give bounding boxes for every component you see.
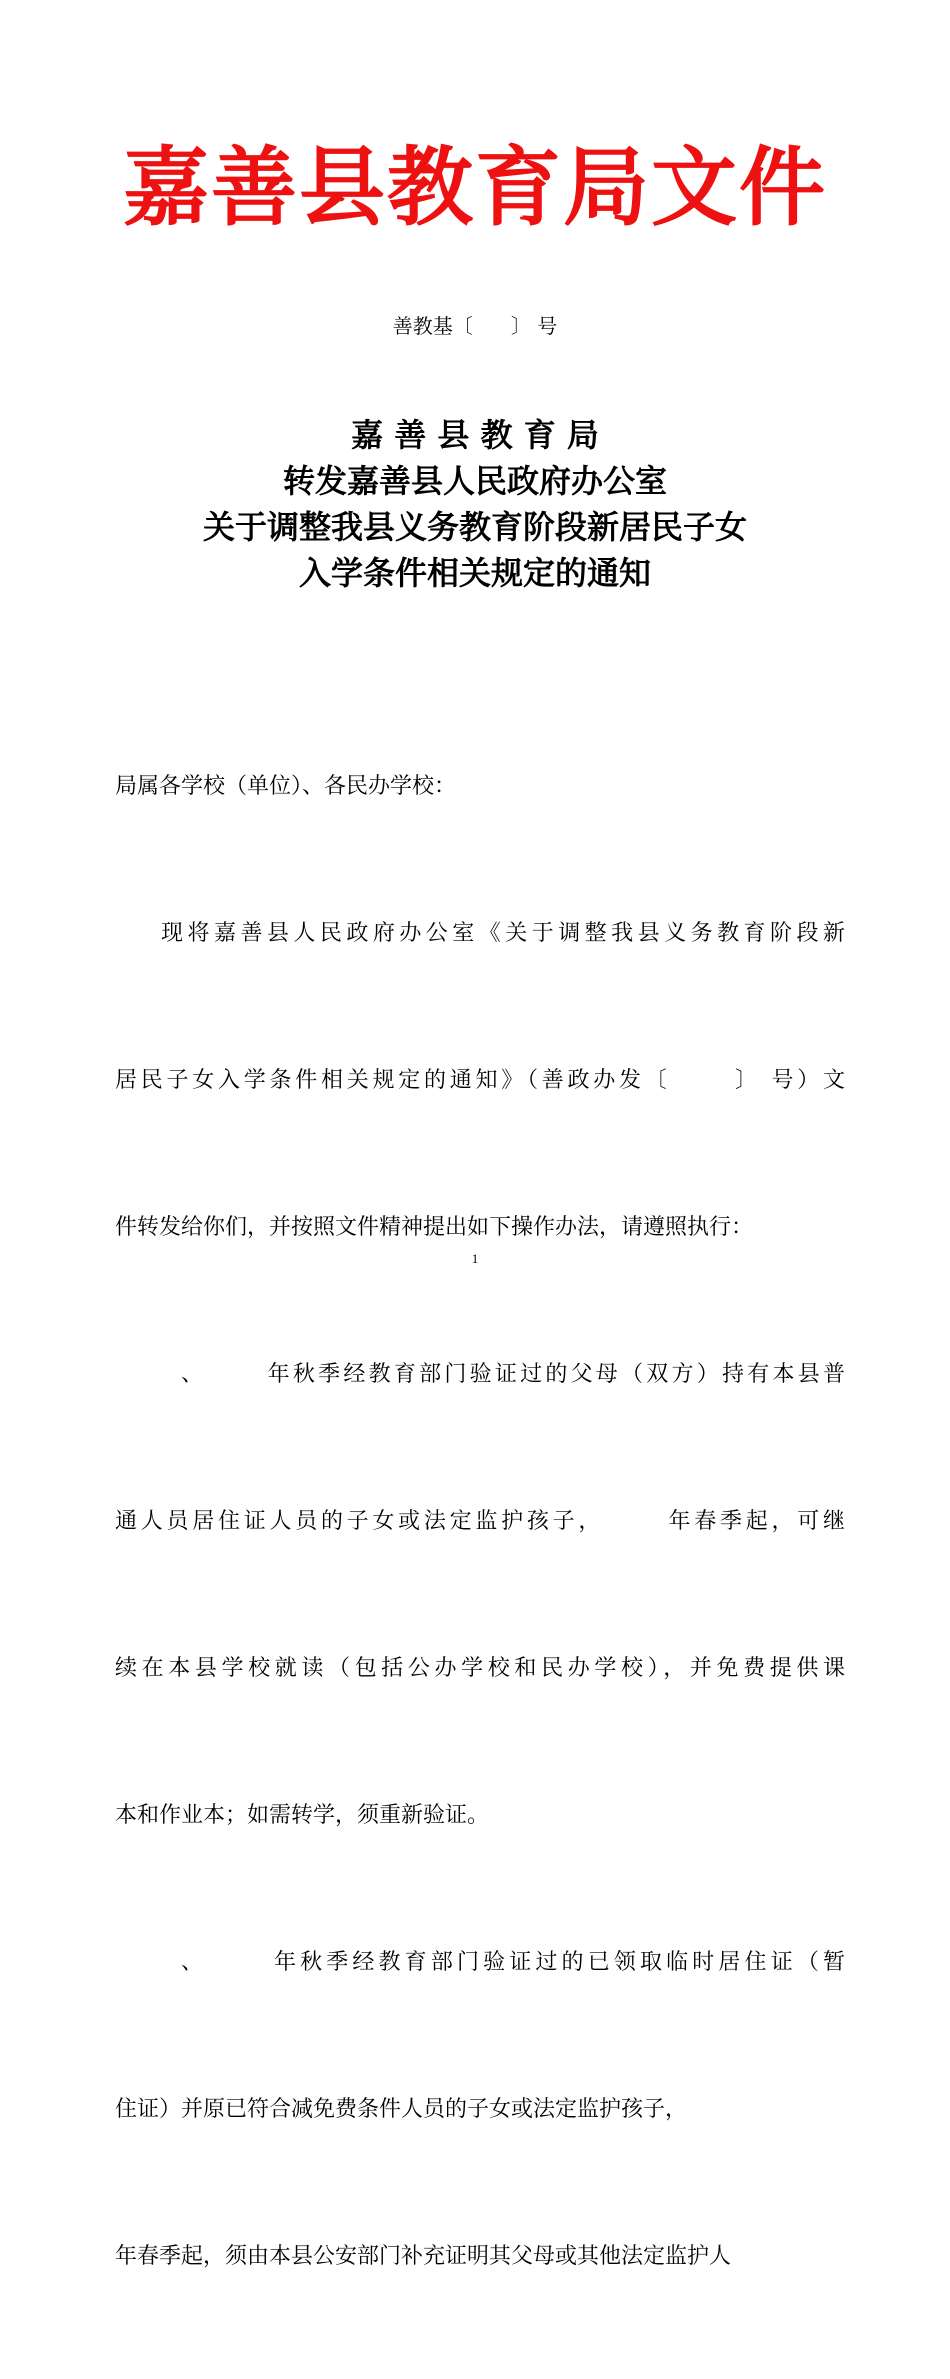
title-line-subject: 关于调整我县义务教育阶段新居民子女: [202, 508, 747, 546]
body-line: 年春季起，须由本县公安部门补充证明其父母或其他法定监护人: [115, 2244, 732, 2269]
document-body: [115, 664, 845, 2379]
body-line: 通人员居住证人员的子女或法定监护孩子， 年春季起，可继: [115, 1509, 845, 1534]
document-masthead: 嘉善县教育局文件: [123, 138, 827, 238]
body-line: 、 年秋季经教育部门验证过的已领取临时居住证（暂: [181, 1950, 845, 1975]
title-line-notice: 入学条件相关规定的通知: [298, 554, 651, 592]
body-line: 现将嘉善县人民政府办公室《关于调整我县义务教育阶段新: [161, 921, 845, 946]
body-line: 续在本县学校就读（包括公办学校和民办学校），并免费提供课: [115, 1656, 845, 1681]
body-line: 、 年秋季经教育部门验证过的父母（双方）持有本县普: [181, 1362, 845, 1387]
title-line-forward: 转发嘉善县人民政府办公室: [282, 462, 667, 500]
page-number: 1: [471, 1251, 479, 1266]
title-line-issuer: 嘉 善 县 教 育 局: [351, 416, 599, 454]
salutation: 局属各学校（单位）、各民办学校：: [115, 774, 457, 799]
body-line: 居民子女入学条件相关规定的通知》（善政办发〔 〕 号）文: [115, 1068, 845, 1093]
document-title: [0, 412, 950, 596]
document-number: 善教基〔 〕 号: [392, 314, 558, 338]
body-line: 件转发给你们，并按照文件精神提出如下操作办法，请遵照执行：: [115, 1215, 754, 1240]
body-line: 住证）并原已符合减免费条件人员的子女或法定监护孩子，: [115, 2097, 688, 2122]
body-line: 本和作业本；如需转学，须重新验证。: [115, 1803, 490, 1828]
